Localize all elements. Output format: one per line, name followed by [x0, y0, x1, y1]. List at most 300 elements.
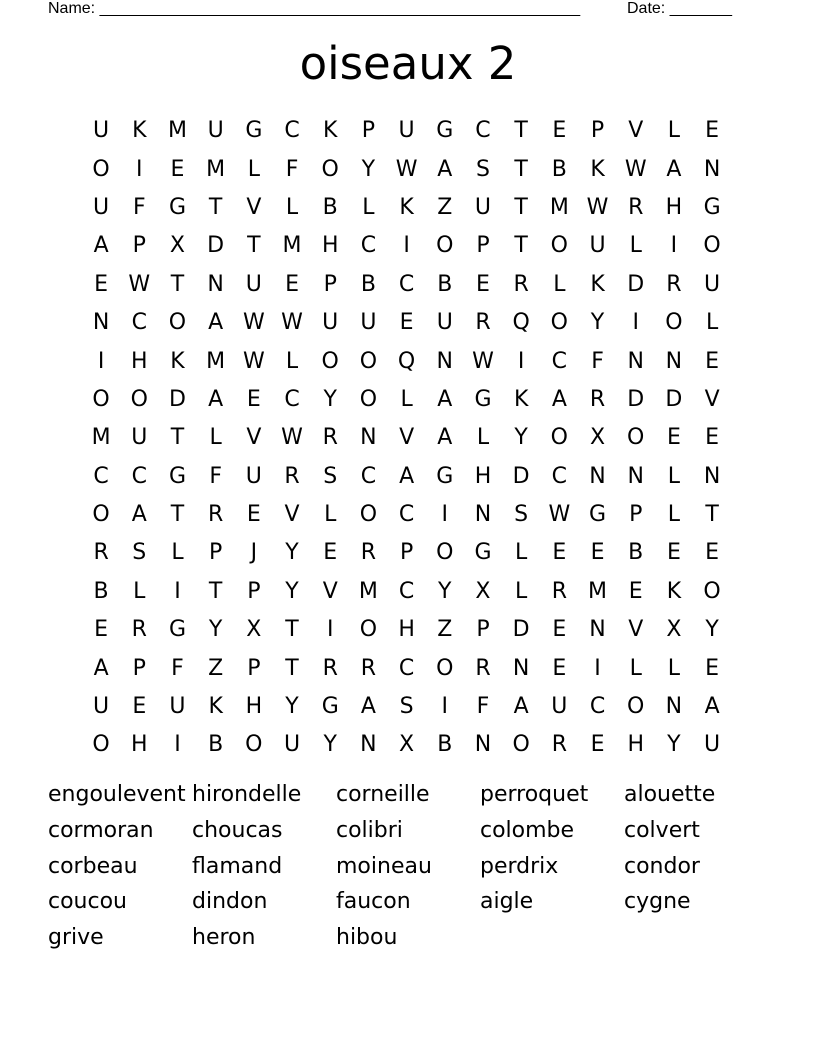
grid-letter: G [436, 118, 454, 144]
grid-letter: K [666, 578, 682, 604]
grid-letter: T [514, 156, 528, 182]
grid-letter: K [513, 386, 529, 412]
grid-letter: Y [438, 578, 452, 604]
grid-letter: S [132, 540, 147, 566]
grid-letter: C [131, 310, 147, 336]
grid-letter: Z [437, 617, 453, 643]
grid-letter: P [247, 655, 261, 681]
grid-letter: D [665, 386, 683, 412]
grid-letter: M [358, 578, 378, 604]
grid-letter: E [552, 617, 567, 643]
word-list-item: perdrix [480, 853, 559, 879]
grid-letter: L [667, 463, 681, 489]
grid-letter: F [591, 348, 604, 374]
grid-letter: O [92, 502, 110, 528]
grid-letter: N [703, 463, 721, 489]
grid-letter: V [628, 118, 644, 144]
grid-letter: E [590, 732, 605, 758]
grid-letter: A [93, 655, 109, 681]
grid-letter: U [245, 463, 262, 489]
grid-row [82, 189, 731, 227]
grid-letter: C [284, 386, 300, 412]
grid-letter: G [436, 463, 454, 489]
grid-letter: K [323, 118, 338, 144]
grid-letter: A [704, 694, 720, 720]
grid-letter: T [285, 655, 299, 681]
grid-letter: U [436, 310, 453, 336]
grid-letter: E [705, 118, 720, 144]
grid-letter: O [512, 732, 530, 758]
word-list-item: colibri [336, 817, 403, 843]
grid-letter: I [403, 233, 410, 259]
grid-letter: I [136, 156, 143, 182]
word-list-item: alouette [624, 782, 716, 807]
grid-letter: E [705, 655, 720, 681]
grid-letter: P [629, 502, 643, 528]
grid-letter: E [476, 271, 490, 297]
grid-letter: R [589, 386, 606, 412]
grid-letter: R [284, 463, 300, 489]
grid-letter: I [517, 348, 525, 374]
grid-letter: R [513, 271, 529, 297]
grid-letter: H [398, 617, 415, 643]
grid-letter: O [92, 156, 110, 182]
word-list-item: perroquet [480, 782, 589, 807]
grid-letter: H [131, 732, 148, 758]
grid-letter: L [629, 233, 642, 259]
grid-letter: L [209, 425, 222, 451]
grid-letter: D [207, 233, 225, 259]
grid-letter: O [550, 233, 568, 259]
grid-letter: T [514, 194, 528, 220]
grid-row [82, 649, 731, 687]
grid-letter: E [246, 502, 261, 528]
grid-letter: B [628, 540, 644, 566]
grid-letter: C [284, 118, 300, 144]
grid-letter: M [91, 425, 111, 451]
grid-letter: T [285, 617, 299, 643]
grid-letter: Q [397, 348, 416, 374]
grid-letter: N [474, 732, 492, 758]
grid-letter: O [168, 310, 187, 336]
date-field-line: Date: _______ [627, 0, 732, 17]
grid-letter: K [590, 271, 605, 297]
grid-row [82, 458, 731, 496]
grid-letter: R [93, 540, 109, 566]
grid-letter: L [362, 194, 375, 220]
grid-letter: O [321, 156, 339, 182]
grid-row [82, 304, 731, 342]
grid-letter: A [513, 694, 529, 720]
grid-letter: T [705, 502, 719, 528]
grid-letter: A [131, 502, 147, 528]
grid-letter: G [474, 540, 492, 566]
grid-letter: U [93, 118, 110, 144]
word-list-item: corbeau [48, 853, 138, 879]
grid-row [82, 726, 731, 764]
grid-letter: O [359, 617, 378, 643]
grid-letter: K [399, 194, 414, 220]
word-list-item: condor [624, 853, 700, 879]
grid-letter: U [589, 233, 606, 259]
grid-letter: U [93, 694, 110, 720]
grid-letter: X [666, 617, 682, 643]
grid-letter: Z [208, 655, 224, 681]
grid-letter: U [245, 271, 262, 297]
grid-letter: P [247, 578, 261, 604]
grid-letter: L [285, 348, 299, 374]
grid-letter: O [703, 233, 721, 259]
grid-letter: Z [437, 194, 453, 220]
grid-letter: C [131, 463, 147, 489]
grid-letter: U [360, 310, 377, 336]
grid-letter: R [475, 655, 491, 681]
grid-letter: Q [512, 310, 530, 336]
grid-row [82, 534, 731, 572]
grid-letter: R [360, 655, 377, 681]
grid-letter: E [705, 425, 720, 451]
grid-letter: A [437, 156, 453, 182]
grid-letter: E [552, 118, 567, 144]
grid-letter: B [437, 271, 453, 297]
grid-letter: N [589, 617, 606, 643]
grid-letter: M [549, 194, 569, 220]
grid-letter: S [399, 694, 414, 720]
grid-letter: H [321, 233, 339, 259]
grid-letter: L [553, 271, 566, 297]
grid-letter: T [170, 271, 185, 297]
grid-letter: X [475, 578, 491, 604]
grid-letter: P [476, 233, 490, 259]
grid-letter: Y [285, 578, 299, 604]
grid-letter: U [474, 194, 492, 220]
word-list-item: aigle [480, 889, 534, 915]
grid-row [82, 342, 731, 380]
grid-letter: T [208, 194, 223, 220]
grid-letter: N [436, 348, 454, 374]
grid-letter: E [285, 271, 299, 297]
grid-letter: D [627, 271, 645, 297]
word-list-item: dindon [192, 889, 268, 915]
grid-letter: G [245, 118, 263, 144]
grid-letter: B [360, 271, 376, 297]
grid-letter: C [589, 694, 606, 720]
grid-letter: T [170, 425, 185, 451]
grid-letter: P [132, 233, 146, 259]
grid-letter: V [246, 194, 262, 220]
grid-letter: W [472, 348, 494, 374]
word-list-item: corneille [336, 782, 430, 807]
grid-letter: N [512, 655, 530, 681]
grid-letter: N [207, 271, 224, 297]
grid-letter: E [705, 348, 720, 374]
grid-letter: Y [323, 732, 337, 758]
grid-letter: L [285, 194, 299, 220]
grid-letter: D [512, 463, 530, 489]
grid-letter: H [627, 732, 644, 758]
word-list [48, 778, 768, 957]
grid-letter: I [594, 655, 601, 681]
grid-letter: E [705, 540, 720, 566]
grid-letter: E [552, 655, 567, 681]
grid-letter: F [171, 655, 184, 681]
grid-letter: L [133, 578, 146, 604]
grid-letter: H [245, 694, 263, 720]
grid-letter: U [551, 694, 568, 720]
grid-letter: O [92, 732, 110, 758]
grid-letter: L [171, 540, 184, 566]
grid-letter: I [174, 732, 181, 758]
grid-letter: G [168, 463, 186, 489]
grid-letter: V [399, 425, 415, 451]
grid-letter: B [551, 156, 567, 182]
grid-letter: F [285, 156, 299, 182]
grid-letter: O [359, 502, 378, 528]
grid-letter: T [208, 578, 223, 604]
grid-letter: G [168, 617, 186, 643]
grid-letter: I [670, 233, 678, 259]
grid-row [82, 227, 731, 265]
grid-letter: O [92, 386, 110, 412]
grid-letter: I [326, 617, 334, 643]
grid-letter: U [283, 732, 301, 758]
grid-letter: L [667, 118, 681, 144]
grid-letter: N [665, 694, 683, 720]
grid-letter: O [245, 732, 263, 758]
grid-letter: K [132, 118, 147, 144]
grid-row [82, 688, 731, 726]
grid-letter: Y [285, 694, 299, 720]
grid-letter: O [436, 540, 454, 566]
grid-letter: T [514, 118, 528, 144]
grid-letter: Y [323, 386, 337, 412]
grid-letter: L [247, 156, 260, 182]
grid-letter: D [627, 386, 645, 412]
grid-letter: O [359, 348, 378, 374]
grid-letter: D [168, 386, 186, 412]
grid-letter: R [551, 732, 567, 758]
grid-letter: Y [514, 425, 528, 451]
grid-letter: E [94, 617, 109, 643]
grid-letter: U [398, 118, 415, 144]
grid-letter: L [667, 655, 681, 681]
word-list-item: moineau [336, 853, 432, 879]
grid-letter: X [246, 617, 262, 643]
grid-letter: A [208, 310, 224, 336]
grid-letter: G [703, 194, 721, 220]
grid-letter: P [132, 655, 146, 681]
grid-letter: V [628, 617, 644, 643]
grid-letter: O [627, 425, 645, 451]
grid-letter: R [131, 617, 147, 643]
grid-row [82, 496, 731, 534]
grid-letter: A [399, 463, 415, 489]
grid-letter: C [551, 348, 568, 374]
grid-letter: H [665, 194, 683, 220]
grid-letter: W [242, 310, 265, 336]
grid-letter: O [130, 386, 148, 412]
grid-letter: S [323, 463, 338, 489]
grid-letter: S [514, 502, 529, 528]
grid-letter: M [206, 156, 226, 182]
grid-letter: B [322, 194, 338, 220]
word-list-item: cygne [624, 889, 691, 915]
grid-letter: L [515, 540, 528, 566]
grid-letter: B [93, 578, 109, 604]
grid-letter: A [437, 386, 453, 412]
grid-letter: L [476, 425, 490, 451]
grid-letter: O [359, 386, 378, 412]
grid-letter: G [589, 502, 607, 528]
grid-letter: C [475, 118, 491, 144]
grid-letter: T [514, 233, 528, 259]
word-list-item: hirondelle [192, 782, 302, 807]
grid-row [82, 266, 731, 304]
grid-letter: W [281, 310, 303, 336]
grid-letter: B [208, 732, 224, 758]
grid-letter: C [398, 655, 415, 681]
grid-letter: V [284, 502, 300, 528]
grid-letter: C [551, 463, 568, 489]
grid-letter: E [666, 540, 681, 566]
grid-letter: O [627, 694, 645, 720]
grid-letter: K [208, 694, 223, 720]
grid-letter: Y [208, 617, 223, 643]
word-list-item: engoulevent [48, 782, 186, 807]
grid-letter: J [250, 540, 258, 566]
grid-letter: R [322, 655, 338, 681]
grid-letter: A [666, 156, 682, 182]
grid-letter: G [168, 194, 186, 220]
grid-letter: I [97, 348, 105, 374]
grid-letter: E [94, 271, 109, 297]
grid-letter: C [398, 502, 415, 528]
grid-letter: O [436, 233, 454, 259]
grid-letter: W [586, 194, 609, 220]
grid-letter: U [704, 732, 721, 758]
grid-letter: Y [590, 310, 605, 336]
grid-letter: N [474, 502, 492, 528]
grid-letter: W [548, 502, 571, 528]
grid-letter: U [131, 425, 148, 451]
grid-letter: E [590, 540, 605, 566]
grid-letter: I [441, 694, 449, 720]
grid-letter: L [324, 502, 337, 528]
grid-letter: B [437, 732, 453, 758]
grid-letter: M [588, 578, 608, 604]
grid-letter: M [282, 233, 302, 259]
grid-row [82, 573, 731, 611]
grid-letter: I [174, 578, 181, 604]
grid-letter: W [395, 156, 418, 182]
grid-row [82, 381, 731, 419]
grid-letter: H [474, 463, 492, 489]
grid-letter: P [209, 540, 223, 566]
grid-letter: Y [285, 540, 299, 566]
grid-letter: O [321, 348, 339, 374]
grid-letter: N [589, 463, 606, 489]
grid-letter: C [398, 578, 415, 604]
word-search-grid [82, 112, 731, 765]
grid-letter: X [589, 425, 606, 451]
grid-letter: I [632, 310, 639, 336]
grid-letter: N [627, 348, 644, 374]
grid-letter: O [436, 655, 454, 681]
grid-letter: L [667, 502, 681, 528]
grid-letter: U [93, 194, 110, 220]
grid-letter: R [551, 578, 567, 604]
grid-letter: F [209, 463, 222, 489]
grid-letter: U [207, 118, 224, 144]
grid-letter: W [281, 425, 303, 451]
grid-letter: E [552, 540, 567, 566]
grid-letter: O [550, 425, 568, 451]
grid-letter: U [322, 310, 339, 336]
grid-letter: K [170, 348, 185, 374]
grid-letter: T [247, 233, 261, 259]
grid-letter: W [624, 156, 647, 182]
grid-letter: R [208, 502, 224, 528]
grid-letter: M [206, 348, 226, 374]
grid-letter: L [629, 655, 642, 681]
grid-letter: L [705, 310, 719, 336]
grid-letter: C [360, 463, 377, 489]
page-title: oiseaux 2 [299, 37, 517, 90]
grid-letter: D [512, 617, 530, 643]
grid-letter: P [399, 540, 414, 566]
name-field-line: Name: ______________________________________________________ [48, 0, 581, 17]
grid-letter: M [167, 118, 187, 144]
grid-letter: P [476, 617, 490, 643]
grid-letter: V [704, 386, 720, 412]
grid-letter: E [628, 578, 643, 604]
word-list-item: heron [192, 925, 256, 951]
grid-letter: W [128, 271, 151, 297]
grid-letter: A [551, 386, 567, 412]
grid-letter: E [246, 386, 261, 412]
grid-letter: F [476, 694, 490, 720]
grid-letter: X [399, 732, 415, 758]
grid-letter: A [437, 425, 453, 451]
grid-letter: R [322, 425, 338, 451]
grid-letter: N [703, 156, 721, 182]
grid-letter: K [590, 156, 605, 182]
grid-letter: N [665, 348, 683, 374]
grid-letter: R [628, 194, 644, 220]
grid-letter: R [666, 271, 682, 297]
grid-letter: P [590, 118, 605, 144]
grid-letter: E [170, 156, 185, 182]
word-list-item: choucas [192, 817, 283, 843]
grid-letter: V [322, 578, 338, 604]
word-list-item: coucou [48, 889, 127, 915]
grid-letter: E [132, 694, 147, 720]
grid-letter: Y [705, 617, 719, 643]
grid-letter: T [170, 502, 185, 528]
grid-letter: W [242, 348, 265, 374]
grid-letter: R [475, 310, 491, 336]
grid-letter: A [208, 386, 224, 412]
grid-letter: V [246, 425, 262, 451]
grid-letter: E [666, 425, 681, 451]
grid-letter: A [93, 233, 109, 259]
grid-letter: O [550, 310, 568, 336]
word-list-item: flamand [192, 853, 283, 879]
grid-letter: P [361, 118, 376, 144]
word-list-item: grive [48, 925, 104, 951]
grid-letter: N [360, 732, 377, 758]
grid-letter: E [399, 310, 414, 336]
